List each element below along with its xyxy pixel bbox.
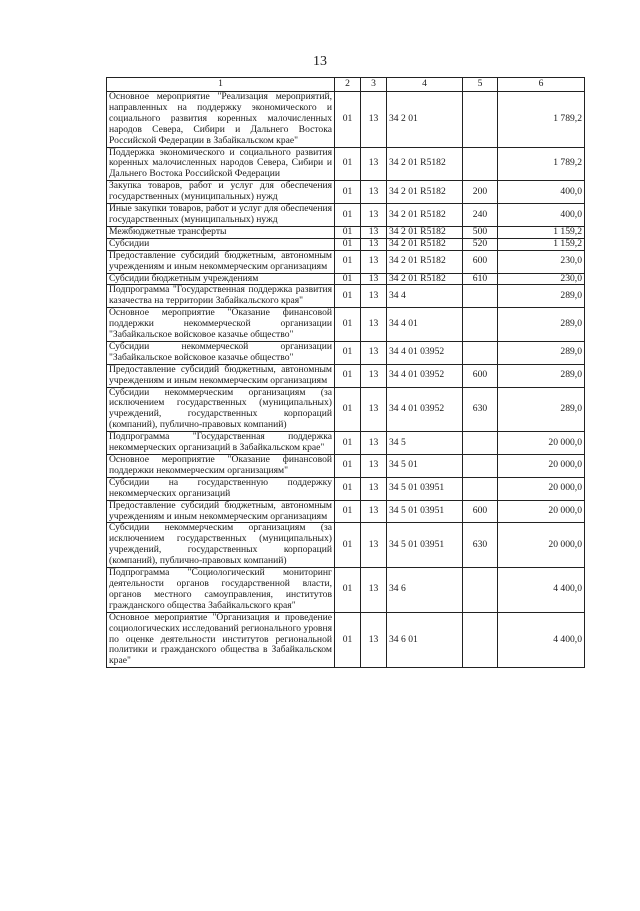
table-row [107,364,585,387]
subsection-code: 13 [361,612,387,668]
budget-item-name: Субсидии некоммерческим организациям (за исключением государственных (муниципальных) учреждений, государственных корпораций (компаний), публично-правовых компаний) [107,387,335,432]
budget-item-name: Предоставление субсидий бюджетным, автономным учреждениям и иным некоммерческим организациям [107,364,335,387]
amount: 20 000,0 [498,500,585,523]
section-code: 01 [335,477,361,500]
column-header-1: 1 [107,78,335,92]
target-article-code: 34 5 01 03951 [387,523,463,568]
target-article-code: 34 5 01 03951 [387,500,463,523]
target-article-code: 34 5 01 [387,455,463,478]
column-header-4: 4 [387,78,463,92]
budget-item-name: Основное мероприятие "Оказание финансовой поддержки некоммерческой организации "Забайкальское войсковое казачье общество" [107,308,335,342]
subsection-code: 13 [361,181,387,204]
expense-type-code: 200 [463,181,498,204]
amount: 289,0 [498,387,585,432]
amount: 1 159,2 [498,226,585,238]
expense-type-code [463,308,498,342]
expense-type-code: 630 [463,523,498,568]
section-code: 01 [335,250,361,273]
target-article-code: 34 6 [387,568,463,613]
table-row [107,308,585,342]
column-header-2: 2 [335,78,361,92]
amount: 289,0 [498,285,585,308]
amount: 4 400,0 [498,568,585,613]
section-code: 01 [335,273,361,285]
budget-item-name: Основное мероприятие "Оказание финансовой поддержки некоммерческим организациям" [107,455,335,478]
table-row [107,147,585,181]
subsection-code: 13 [361,204,387,227]
expense-type-code: 610 [463,273,498,285]
table-row [107,181,585,204]
target-article-code: 34 4 01 03952 [387,387,463,432]
subsection-code: 13 [361,432,387,455]
table-row [107,500,585,523]
table-body [107,92,585,668]
amount: 400,0 [498,181,585,204]
target-article-code: 34 2 01 [387,92,463,148]
amount: 20 000,0 [498,523,585,568]
table-row [107,477,585,500]
target-article-code: 34 4 01 03952 [387,341,463,364]
subsection-code: 13 [361,568,387,613]
section-code: 01 [335,92,361,148]
table-row [107,523,585,568]
budget-item-name: Субсидии [107,238,335,250]
expense-type-code [463,568,498,613]
table-row [107,455,585,478]
target-article-code: 34 2 01 R5182 [387,238,463,250]
budget-item-name: Закупка товаров, работ и услуг для обеспечения государственных (муниципальных) нужд [107,181,335,204]
expense-type-code [463,147,498,181]
section-code: 01 [335,364,361,387]
target-article-code: 34 2 01 R5182 [387,204,463,227]
target-article-code: 34 4 01 [387,308,463,342]
budget-item-name: Подпрограмма "Государственная поддержка некоммерческих организаций в Забайкальском крае" [107,432,335,455]
amount: 230,0 [498,250,585,273]
subsection-code: 13 [361,226,387,238]
budget-item-name: Предоставление субсидий бюджетным, автономным учреждениям и иным некоммерческим организациям [107,250,335,273]
subsection-code: 13 [361,500,387,523]
budget-item-name: Основное мероприятие "Реализация мероприятий, направленных на поддержку экономического и социального развития коренных малочисленных народов Севера, Сибири и Дальнего Востока Российской Федерации в Забайкальском крае" [107,92,335,148]
amount: 400,0 [498,204,585,227]
section-code: 01 [335,226,361,238]
table-row [107,238,585,250]
subsection-code: 13 [361,341,387,364]
budget-item-name: Субсидии бюджетным учреждениям [107,273,335,285]
table-row [107,568,585,613]
target-article-code: 34 2 01 R5182 [387,181,463,204]
subsection-code: 13 [361,147,387,181]
target-article-code: 34 5 01 03951 [387,477,463,500]
subsection-code: 13 [361,523,387,568]
target-article-code: 34 4 01 03952 [387,364,463,387]
table-row [107,341,585,364]
section-code: 01 [335,204,361,227]
amount: 20 000,0 [498,477,585,500]
expense-type-code [463,341,498,364]
amount: 230,0 [498,273,585,285]
table-row [107,92,585,148]
subsection-code: 13 [361,387,387,432]
table-row [107,273,585,285]
table-row [107,387,585,432]
target-article-code: 34 6 01 [387,612,463,668]
amount: 20 000,0 [498,432,585,455]
budget-item-name: Основное мероприятие "Организация и проведение социологических исследований регионального уровня по оценке деятельности институтов региональной политики и гражданского общества в Забайкальском крае" [107,612,335,668]
column-header-5: 5 [463,78,498,92]
amount: 289,0 [498,341,585,364]
subsection-code: 13 [361,455,387,478]
section-code: 01 [335,612,361,668]
budget-item-name: Подпрограмма "Социологический мониторинг деятельности органов государственной власти, органов местного самоуправления, институтов гражданского общества Забайкальского края" [107,568,335,613]
table-row [107,612,585,668]
expense-type-code [463,477,498,500]
header-row [107,78,585,92]
target-article-code: 34 2 01 R5182 [387,226,463,238]
target-article-code: 34 5 [387,432,463,455]
amount: 1 159,2 [498,238,585,250]
subsection-code: 13 [361,238,387,250]
amount: 289,0 [498,308,585,342]
budget-item-name: Предоставление субсидий бюджетным, автономным учреждениям и иным некоммерческим организациям [107,500,335,523]
section-code: 01 [335,238,361,250]
expense-type-code: 600 [463,364,498,387]
expense-type-code [463,432,498,455]
section-code: 01 [335,181,361,204]
budget-item-name: Подпрограмма "Государственная поддержка развития казачества на территории Забайкальского края" [107,285,335,308]
subsection-code: 13 [361,273,387,285]
table-row [107,432,585,455]
expense-type-code: 240 [463,204,498,227]
column-header-6: 6 [498,78,585,92]
budget-item-name: Иные закупки товаров, работ и услуг для обеспечения государственных (муниципальных) нужд [107,204,335,227]
section-code: 01 [335,387,361,432]
table-row [107,204,585,227]
section-code: 01 [335,341,361,364]
table-header [107,78,585,92]
page-number: 13 [313,54,327,69]
amount: 4 400,0 [498,612,585,668]
table-row [107,250,585,273]
budget-table [106,77,585,668]
budget-item-name: Поддержка экономического и социального развития коренных малочисленных народов Севера, Сибири и Дальнего Востока Российской Федерации [107,147,335,181]
expense-type-code: 600 [463,500,498,523]
amount: 1 789,2 [498,147,585,181]
budget-item-name: Субсидии на государственную поддержку некоммерческих организаций [107,477,335,500]
expense-type-code [463,455,498,478]
expense-type-code [463,285,498,308]
table-row [107,226,585,238]
subsection-code: 13 [361,250,387,273]
table-row [107,285,585,308]
subsection-code: 13 [361,285,387,308]
target-article-code: 34 2 01 R5182 [387,273,463,285]
section-code: 01 [335,285,361,308]
column-header-3: 3 [361,78,387,92]
subsection-code: 13 [361,477,387,500]
subsection-code: 13 [361,92,387,148]
amount: 1 789,2 [498,92,585,148]
section-code: 01 [335,147,361,181]
section-code: 01 [335,568,361,613]
amount: 289,0 [498,364,585,387]
budget-item-name: Межбюджетные трансферты [107,226,335,238]
expense-type-code [463,612,498,668]
target-article-code: 34 2 01 R5182 [387,250,463,273]
budget-item-name: Субсидии некоммерческим организациям (за исключением государственных (муниципальных) учреждений, государственных корпораций (компаний), публично-правовых компаний) [107,523,335,568]
expense-type-code: 630 [463,387,498,432]
section-code: 01 [335,308,361,342]
section-code: 01 [335,523,361,568]
subsection-code: 13 [361,364,387,387]
target-article-code: 34 4 [387,285,463,308]
section-code: 01 [335,455,361,478]
expense-type-code: 600 [463,250,498,273]
expense-type-code: 500 [463,226,498,238]
target-article-code: 34 2 01 R5182 [387,147,463,181]
expense-type-code: 520 [463,238,498,250]
subsection-code: 13 [361,308,387,342]
section-code: 01 [335,500,361,523]
amount: 20 000,0 [498,455,585,478]
expense-type-code [463,92,498,148]
budget-item-name: Субсидии некоммерческой организации "Забайкальское войсковое казачье общество" [107,341,335,364]
section-code: 01 [335,432,361,455]
